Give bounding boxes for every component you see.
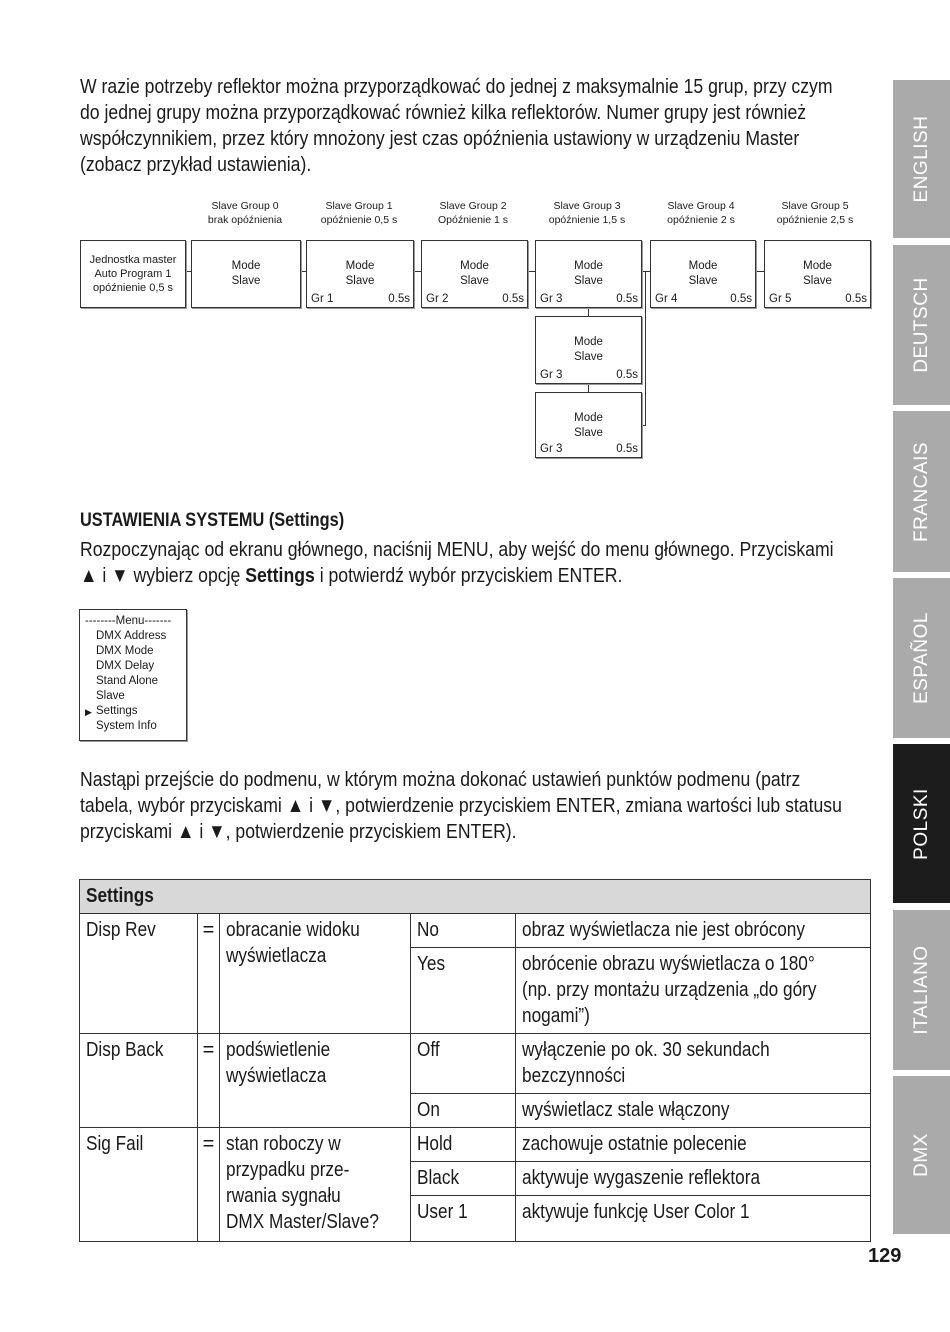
selection-arrow-icon: ▶ xyxy=(85,707,92,717)
tab-polski[interactable] xyxy=(893,744,950,903)
slave-box-group-1: Mode Slave Gr 1 0.5s xyxy=(306,240,414,308)
group-label-2: Slave Group 2 Opóźnienie 1 s xyxy=(437,200,509,226)
intro-line: (zobacz przykład ustawienia). xyxy=(80,153,312,176)
tab-label: ENGLISH xyxy=(910,115,932,203)
table-title: Settings xyxy=(80,880,871,914)
connector-line xyxy=(645,271,646,426)
group-delay: 0.5s xyxy=(730,293,752,305)
param-name: Sig Fail xyxy=(80,1128,198,1242)
slave-box-group-3: Mode Slave Gr 3 0.5s xyxy=(535,240,642,308)
group-delay: 0.5s xyxy=(388,293,410,305)
slave-box-group-2: Mode Slave Gr 2 0.5s xyxy=(421,240,528,308)
option-description: aktywuje funkcję User Color 1 xyxy=(515,1196,870,1242)
tab-english[interactable] xyxy=(893,80,950,238)
group-number: Gr 3 xyxy=(540,293,563,305)
connector-line xyxy=(588,383,589,392)
menu-item-selected: Settings xyxy=(96,705,138,717)
menu-item: System Info xyxy=(96,720,157,732)
paragraph-line: Nastąpi przejście do podmenu, w którym można dokonać ustawień punktów podmenu (patrz xyxy=(80,768,801,791)
menu-title: --------Menu------- xyxy=(85,615,172,627)
param-description: obracanie widoku wyświetlacza xyxy=(220,914,411,1034)
group-delay: 0.5s xyxy=(502,293,524,305)
up-arrow-icon: ▲ xyxy=(176,820,195,843)
connector-line xyxy=(527,271,535,272)
connector-line xyxy=(755,271,764,272)
equals-sign: = xyxy=(197,914,219,1034)
option-value: Black xyxy=(411,1162,516,1196)
group-label-3: Slave Group 3 opóźnienie 1,5 s xyxy=(548,200,626,226)
settings-keyword: Settings xyxy=(245,564,315,587)
master-line: Auto Program 1 xyxy=(94,268,172,280)
menu-item: DMX Address xyxy=(96,630,167,642)
menu-item: Stand Alone xyxy=(96,675,159,687)
menu-item: DMX Delay xyxy=(96,660,155,672)
group-label-5: Slave Group 5 opóźnienie 2,5 s xyxy=(776,200,854,226)
option-value: On xyxy=(411,1094,516,1128)
slave-box-group-3-extra: Mode Slave Gr 3 0.5s xyxy=(535,316,642,384)
paragraph-line: tabela, wybór przyciskami ▲ i ▼, potwierdzenie przyciskiem ENTER, zmiana wartości lub statusu xyxy=(80,794,842,817)
master-unit-box xyxy=(80,240,186,308)
table-row xyxy=(80,1128,871,1162)
settings-paragraph xyxy=(80,537,854,589)
settings-table xyxy=(79,879,871,1242)
down-arrow-icon: ▼ xyxy=(208,820,226,843)
option-value: User 1 xyxy=(411,1196,516,1242)
tab-label: POLSKI xyxy=(910,787,932,860)
group-delay: 0.5s xyxy=(616,443,638,455)
option-description: aktywuje wygaszenie reflektora xyxy=(515,1162,870,1196)
tab-deutsch[interactable] xyxy=(893,245,950,405)
table-row xyxy=(80,914,871,948)
group-number: Gr 3 xyxy=(540,369,563,381)
param-name: Disp Back xyxy=(80,1034,198,1128)
menu-display xyxy=(79,609,187,741)
param-name: Disp Rev xyxy=(80,914,198,1034)
option-value: Off xyxy=(411,1034,516,1094)
paragraph-line: ▲ i ▼ wybierz opcję Settings i potwierdź wybór przyciskiem ENTER. xyxy=(80,564,623,587)
option-description: obrócenie obrazu wyświetlacza o 180° (np. przy montażu urządzenia „do góry nogami”) xyxy=(515,948,870,1034)
group-label-4: Slave Group 4 opóźnienie 2 s xyxy=(667,200,735,226)
intro-line: współczynnikiem, przez który mnożony jest czas opóźnienia ustawiony w urządzeniu Master xyxy=(80,127,800,150)
paragraph-line: przyciskami ▲ i ▼, potwierdzenie przyciskiem ENTER). xyxy=(80,820,517,843)
tab-label: ITALIANO xyxy=(910,945,932,1035)
tab-francais[interactable] xyxy=(893,411,950,572)
tab-label: DEUTSCH xyxy=(910,277,932,373)
param-description: podświetlenie wyświetlacza xyxy=(220,1034,411,1128)
group-number: Gr 1 xyxy=(311,293,334,305)
group-delay: 0.5s xyxy=(616,369,638,381)
section-heading: USTAWIENIA SYSTEMU (Settings) xyxy=(80,510,345,531)
master-line: opóźnienie 0,5 s xyxy=(92,282,174,294)
option-description: wyświetlacz stale włączony xyxy=(515,1094,870,1128)
menu-item: Slave xyxy=(96,690,125,702)
page-number: 129 xyxy=(868,1245,902,1267)
equals-sign: = xyxy=(197,1128,219,1242)
connector-line xyxy=(588,307,589,316)
option-description: zachowuje ostatnie polecenie xyxy=(515,1128,870,1162)
tab-label: DMX xyxy=(910,1133,932,1177)
tab-label: ESPAÑOL xyxy=(910,612,932,704)
intro-line: do jednej grupy można przyporządkować również kilka reflektorów. Numer grupy jest również xyxy=(80,101,807,124)
up-arrow-icon: ▲ xyxy=(286,794,305,817)
param-description: stan roboczy w przypadku prze- rwania sygnału DMX Master/Slave? xyxy=(220,1128,411,1242)
submenu-paragraph xyxy=(80,767,854,845)
group-number: Gr 2 xyxy=(426,293,449,305)
intro-line: W razie potrzeby reflektor można przyporządkować do jednej z maksymalnie 15 grup, przy czym xyxy=(80,75,833,98)
option-description: obraz wyświetlacza nie jest obrócony xyxy=(515,914,870,948)
tab-dmx[interactable] xyxy=(893,1076,950,1234)
tab-espanol[interactable] xyxy=(893,578,950,738)
connector-line xyxy=(413,271,421,272)
group-label-1: Slave Group 1 opóźnienie 0,5 s xyxy=(320,200,398,226)
slave-box-group-4: Mode Slave Gr 4 0.5s xyxy=(650,240,756,308)
group-delay: 0.5s xyxy=(845,293,867,305)
paragraph-line: Rozpoczynając od ekranu głównego, naciśnij MENU, aby wejść do menu głównego. Przyciskami xyxy=(80,538,834,561)
slave-box-group-5: Mode Slave Gr 5 0.5s xyxy=(764,240,871,308)
down-arrow-icon: ▼ xyxy=(317,794,336,817)
option-description: wyłączenie po ok. 30 sekundach bezczynności xyxy=(515,1034,870,1094)
group-label-0: Slave Group 0 brak opóźnienia xyxy=(207,200,283,226)
menu-item: DMX Mode xyxy=(96,645,154,657)
option-value: Yes xyxy=(411,948,516,1034)
table-header-row xyxy=(80,880,871,914)
option-value: No xyxy=(411,914,516,948)
up-arrow-icon: ▲ xyxy=(80,564,98,587)
equals-sign: = xyxy=(197,1034,219,1128)
table-row xyxy=(80,1034,871,1094)
group-number: Gr 4 xyxy=(655,293,678,305)
group-number: Gr 5 xyxy=(769,293,792,305)
group-delay: 0.5s xyxy=(616,293,638,305)
option-value: Hold xyxy=(411,1128,516,1162)
intro-paragraph xyxy=(80,74,854,178)
down-arrow-icon: ▼ xyxy=(111,564,129,587)
slave-box-group-3-extra: Mode Slave Gr 3 0.5s xyxy=(535,392,642,458)
tab-italiano[interactable] xyxy=(893,910,950,1070)
tab-label: FRANCAIS xyxy=(910,441,932,542)
master-line: Jednostka master xyxy=(89,254,177,266)
group-number: Gr 3 xyxy=(540,443,563,455)
slave-box-group-0: Mode Slave xyxy=(191,240,301,308)
